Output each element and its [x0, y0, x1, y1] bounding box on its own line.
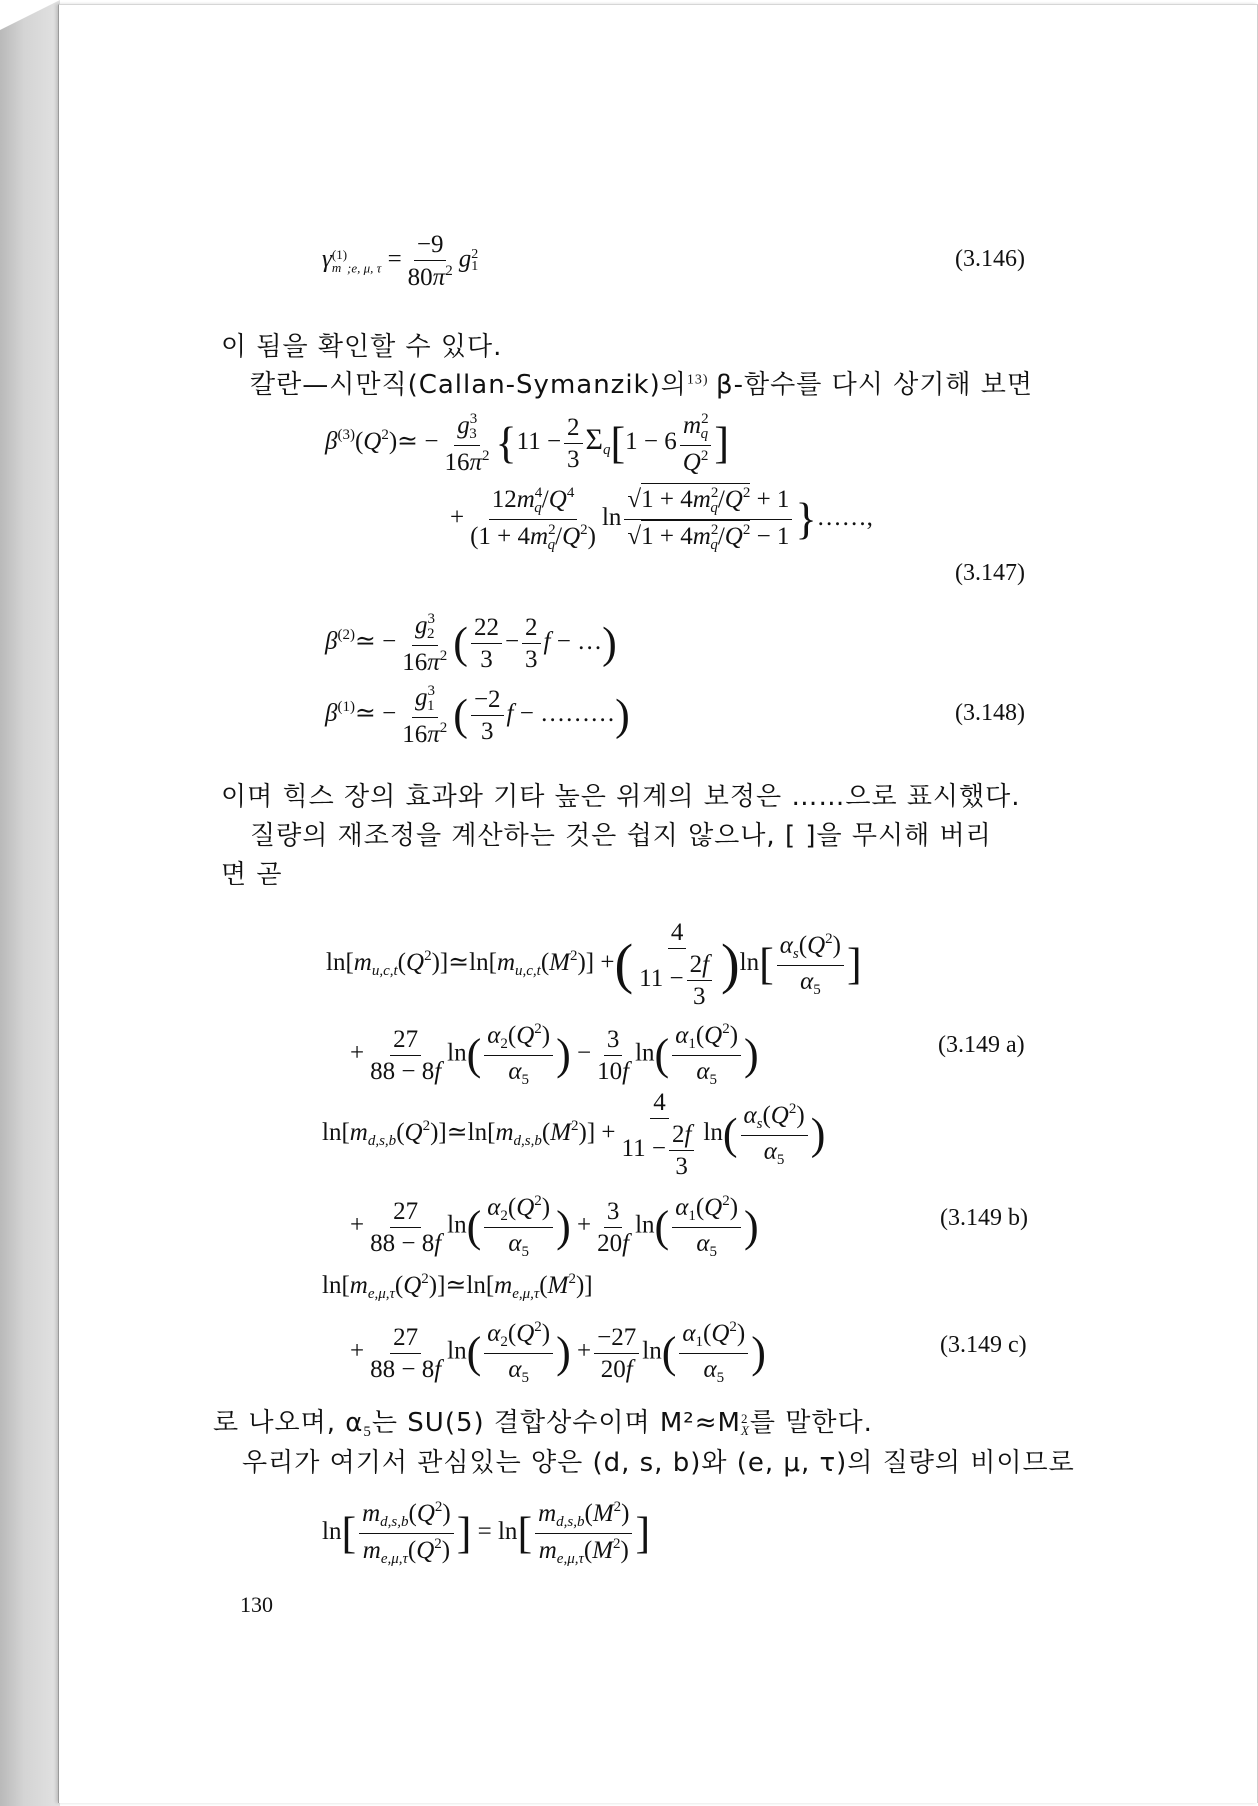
paragraph-line-1: 이 됨을 확인할 수 있다. — [221, 332, 503, 362]
paragraph-line-2 — [250, 364, 1033, 401]
text-callan-symanzik: 칼란—시만직(Callan-Symanzik)의 — [250, 370, 687, 400]
paragraph-line-7: 우리가 여기서 관심있는 양은 (d, s, b)와 (e, μ, τ)의 질량의 비이므로 — [242, 1448, 1075, 1478]
footnote-ref-13: 13) — [686, 372, 709, 388]
text-beta-function: β-함수를 다시 상기해 보면 — [716, 370, 1033, 400]
equation-number-3-146: (3.146) — [955, 246, 1025, 272]
equation-3-148-line1: $\beta^{(2)}≃$ − $\frac{g^3_2}{16\pi^2}$ ( $\frac{22}{3}$ − $\frac{2}{3}$ f − …) — [325, 611, 617, 676]
equation-3-149c-line1: $\ln[m_{e,\mu,\tau}(Q^2)]≃\ln[m_{e,\mu,\tau}(M^2)]$ — [322, 1271, 593, 1302]
equation-mass-ratio: ln[ $\frac{m_{d,s,b}(Q^2)}{m_{e,\mu,\tau}(Q^2)}$ ] = ln[ $\frac{m_{d,s,b}(M^2)}{m_{e,\mu,\tau}(M^2)}$ ] — [322, 1499, 651, 1567]
equation-3-149b-line1: $\ln[m_{d,s,b}(Q^2)]≃\ln[m_{d,s,b}(M^2)]$ + 4 11 − $\frac{2f}{3}$ ln( $\frac{\alpha_s(Q^2)}{\alpha_5}$ ) — [322, 1089, 826, 1180]
paragraph-line-3: 이며 힉스 장의 효과와 기타 높은 위계의 보정은 ……으로 표시했다. — [221, 782, 1021, 812]
equation-3-149b-line2: + $\frac{27}{88 - 8f}$ ln( $\frac{\alpha_2(Q^2)}{\alpha_5}$ ) + $\frac{3}{20f}$ ln( $\frac{\alpha_1(Q^2)}{\alpha_5}$ ) — [350, 1193, 759, 1260]
equation-number-3-149b: (3.149 b) — [940, 1205, 1028, 1231]
equation-3-149a-line1: $\ln[m_{u,c,t}(Q^2)]≃\ln[m_{u,c,t}(M^2)]$ +( 4 11 − $\frac{2f}{3}$ )ln[ $\frac{\alpha_s(Q^2)}{\alpha_5}$ ] — [326, 919, 862, 1010]
equation-3-146: γ (1) m $_{;e, \mu, \tau}$ = $\frac{-9}{80\pi^2}$ g 2 1 — [322, 231, 479, 291]
equation-number-3-149c: (3.149 c) — [940, 1332, 1027, 1358]
paragraph-line-6: 로 나오며, $\alpha_5$는 SU(5) 결합상수이며 M²≈M 2 X 를 말한다. — [213, 1408, 873, 1440]
equation-3-149a-line2: + $\frac{27}{88 - 8f}$ ln( $\frac{\alpha_2(Q^2)}{\alpha_5}$ ) − $\frac{3}{10f}$ ln( $\frac{\alpha_1(Q^2)}{\alpha_5}$ ) — [350, 1021, 759, 1088]
text-alpha5-prefix: 로 나오며, α — [213, 1408, 364, 1438]
equation-3-147-line2: + $\frac{12m^4_q/Q^4}{(1 + 4m^2_q/Q^2)}$ ln $\frac{√1 + 4m^2_q/Q^2 + 1}{√1 + 4m^2_q/Q^2 - 1}$ }……, — [450, 485, 873, 553]
paragraph-line-4: 질량의 재조정을 계산하는 것은 쉽지 않으나, [ ]을 무시해 버리 — [250, 821, 992, 851]
equation-number-3-149a: (3.149 a) — [938, 1032, 1025, 1058]
book-corner — [0, 0, 60, 30]
text-su5-coupling: 는 SU(5) 결합상수이며 M²≈M — [371, 1408, 741, 1438]
equation-3-149c-line2: + $\frac{27}{88 - 8f}$ ln( $\frac{\alpha_2(Q^2)}{\alpha_5}$ ) + $\frac{-27}{20f}$ ln( $\frac{\alpha_1(Q^2)}{\alpha_5}$ ) — [350, 1319, 766, 1386]
book-spine — [0, 0, 60, 1806]
equation-3-148-line2: $\beta^{(1)}≃$ − $\frac{g^3_1}{16\pi^2}$ ( $\frac{-2}{3}$ f − ………) — [325, 683, 630, 748]
equation-number-3-148: (3.148) — [955, 700, 1025, 726]
page-number: 130 — [240, 1592, 273, 1617]
text-line6-end: 를 말한다. — [749, 1408, 873, 1438]
paragraph-line-5: 면 곧 — [221, 860, 283, 890]
book-page — [58, 4, 1258, 1803]
equation-3-147-line1: $\beta^{(3)}(Q^2)≃$ − $\frac{g^3_3}{16\pi^2}$ {11 − $\frac{2}{3}$ $\Sigma_q[1 - 6$ $\frac{m^2_q}{Q^2}$ ] — [325, 411, 729, 476]
equation-number-3-147: (3.147) — [955, 560, 1025, 586]
